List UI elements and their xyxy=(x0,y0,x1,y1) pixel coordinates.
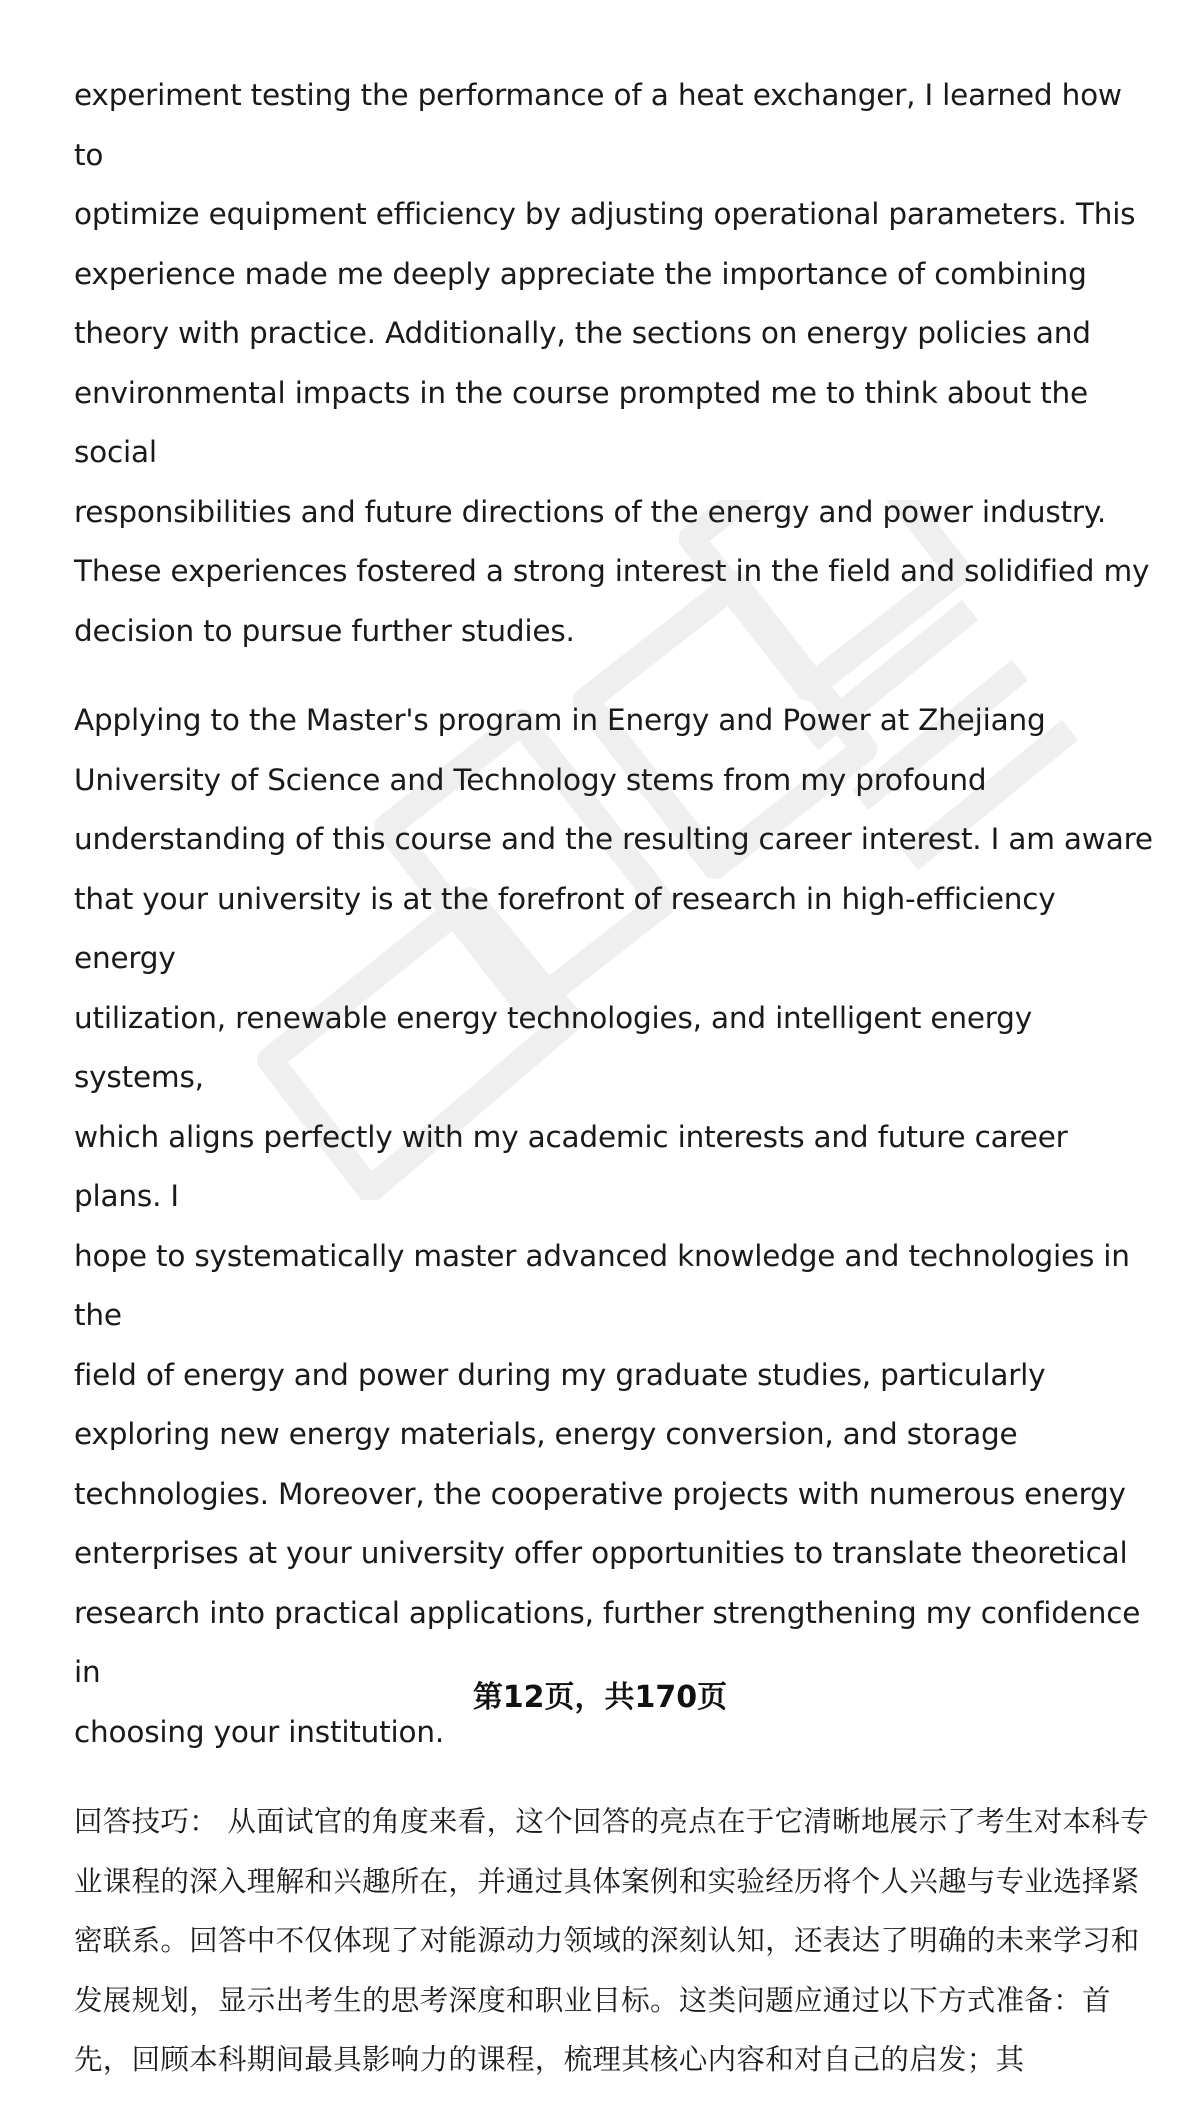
answer-tips-paragraph xyxy=(74,1792,1154,2090)
page-number-footer: 第12页，共170页 xyxy=(472,1680,728,1715)
document-body xyxy=(74,66,1154,2120)
paragraph-2: Applying to the Master's program in Energy and Power at Zhejiang University of Science and Technology stems from my profound understanding of this course and the resulting career interest. I am aware that your university is at the forefront of research in high-efficiency energy utilization, renewable energy technologies, and intelligent energy systems, which aligns perfectly with my academic interests and future career plans. I hope to systematically master advanced knowledge and technologies in the field of energy and power during my graduate studies, particularly exploring new energy materials, energy conversion, and storage technologies. Moreover, the cooperative projects with numerous energy enterprises at your university offer opportunities to translate theoretical research into practical applications, further strengthening my confidence in choosing your institution. xyxy=(74,703,1153,1749)
answer-tips-label: 回答技巧： xyxy=(74,1805,219,1838)
paragraph-1: experiment testing the performance of a heat exchanger, I learned how to optimize equipment efficiency by adjusting operational parameters. This experience made me deeply appreciate the importance of combining theory with practice. Additionally, the sections on energy policies and environmental impacts in the course prompted me to think about the social responsibilities and future directions of the energy and power industry. These experiences fostered a strong interest in the field and solidified my decision to pursue further studies. xyxy=(74,78,1150,648)
answer-tips-text: 从面试官的角度来看，这个回答的亮点在于它清晰地展示了考生对本科专业课程的深入理解和兴趣所在，并通过具体案例和实验经历将个人兴趣与专业选择紧密联系。回答中不仅体现了对能源动力领域的深刻认知，还表达了明确的未来学习和发展规划，显示出考生的思考深度和职业目标。这类问题应通过以下方式准备：首先，回顾本科期间最具影响力的课程，梳理其核心内容和对自己的启发；其 xyxy=(74,1805,1149,2076)
